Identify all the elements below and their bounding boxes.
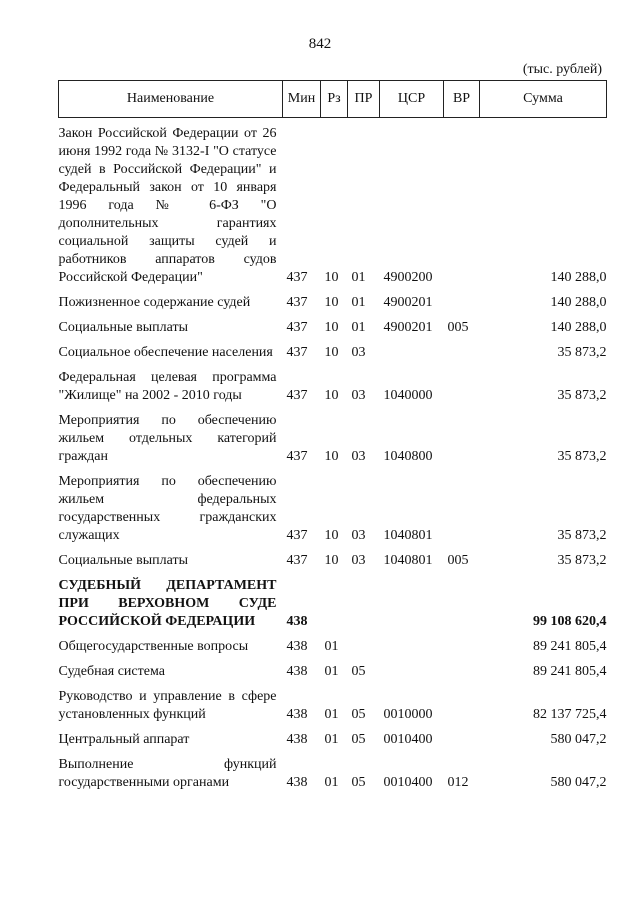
table-row: [59, 473, 607, 545]
cell-sum: 35 873,2: [557, 345, 607, 360]
header-vr: ВР: [444, 81, 480, 118]
row-spacer-cell: [59, 312, 607, 319]
cell-rz: 10: [324, 320, 339, 335]
row-spacer-cell: [59, 570, 607, 577]
cell-pr: [348, 638, 380, 656]
cell-pr: 05: [351, 707, 366, 722]
cell-rz: 01: [324, 639, 339, 654]
table-row: [59, 731, 607, 749]
row-spacer: [59, 405, 607, 412]
cell-rz: 10: [324, 345, 339, 360]
cell-csr: 0010000: [383, 707, 433, 722]
header-sum: Сумма: [480, 81, 607, 118]
cell-rz: 10: [324, 553, 339, 568]
cell-min: 437: [286, 295, 308, 310]
table-row: [59, 412, 607, 466]
row-spacer-cell: [59, 656, 607, 663]
cell-name: Социальное обеспечение населения: [58, 345, 273, 360]
row-spacer-cell: [59, 681, 607, 688]
cell-csr: 1040801: [383, 553, 433, 568]
cell-pr: 05: [351, 775, 366, 790]
units-label: (тыс. рублей): [522, 62, 602, 77]
table-row: [59, 319, 607, 337]
page-number: 842: [308, 36, 332, 52]
cell-csr: [380, 344, 444, 362]
row-spacer-cell: [59, 405, 607, 412]
cell-csr: 4900201: [383, 295, 433, 310]
cell-sum: 35 873,2: [557, 388, 607, 403]
cell-min: 438: [286, 732, 308, 747]
header-row: [59, 81, 607, 118]
cell-vr: 005: [447, 320, 469, 335]
row-spacer-cell: [59, 724, 607, 731]
table-row: [59, 688, 607, 724]
row-spacer-cell: [59, 545, 607, 552]
cell-pr: 01: [351, 320, 366, 335]
cell-vr: [444, 731, 480, 749]
cell-csr: 1040000: [383, 388, 433, 403]
cell-pr: 05: [351, 664, 366, 679]
cell-pr: 03: [351, 553, 366, 568]
header-rz: Рз: [321, 81, 348, 118]
row-spacer: [59, 570, 607, 577]
cell-vr: [444, 369, 480, 405]
cell-name: Мероприятия по обеспечению жильем отдельных категорий граждан: [58, 413, 277, 464]
cell-pr: 03: [351, 528, 366, 543]
cell-vr: [444, 344, 480, 362]
cell-min: 437: [286, 553, 308, 568]
row-spacer-cell: [59, 118, 607, 126]
row-spacer: [59, 681, 607, 688]
table-body: [59, 118, 607, 793]
cell-min: 438: [286, 614, 308, 629]
cell-rz: 01: [324, 775, 339, 790]
row-spacer: [59, 362, 607, 369]
row-spacer: [59, 724, 607, 731]
cell-sum: 35 873,2: [557, 553, 607, 568]
table-row: [59, 577, 607, 631]
cell-min: 438: [286, 664, 308, 679]
table-header: [59, 81, 607, 118]
cell-pr: 05: [351, 732, 366, 747]
cell-sum: 580 047,2: [550, 775, 607, 790]
cell-name: Пожизненное содержание судей: [58, 295, 251, 310]
table-row: [59, 294, 607, 312]
cell-sum: 35 873,2: [557, 449, 607, 464]
cell-vr: [444, 473, 480, 545]
row-spacer: [59, 466, 607, 473]
table-row: [59, 125, 607, 287]
cell-sum: 99 108 620,4: [533, 614, 607, 629]
table-row: [59, 756, 607, 792]
cell-rz: [321, 577, 348, 631]
cell-vr: [444, 412, 480, 466]
table-row: [59, 663, 607, 681]
cell-rz: 10: [324, 388, 339, 403]
cell-csr: 1040801: [383, 528, 433, 543]
table-row: [59, 552, 607, 570]
cell-rz: 10: [324, 449, 339, 464]
cell-csr: 0010400: [383, 732, 433, 747]
cell-vr: [444, 663, 480, 681]
row-spacer-cell: [59, 466, 607, 473]
row-spacer: [59, 631, 607, 638]
cell-vr: [444, 688, 480, 724]
cell-pr: 03: [351, 449, 366, 464]
cell-name: Судебная система: [58, 664, 165, 679]
cell-name: Социальные выплаты: [58, 553, 189, 568]
cell-name: СУДЕБНЫЙ ДЕПАРТАМЕНТ ПРИ ВЕРХОВНОМ СУДЕ РОССИЙСКОЙ ФЕДЕРАЦИИ: [58, 578, 277, 629]
cell-rz: 01: [324, 664, 339, 679]
header-csr: ЦСР: [380, 81, 444, 118]
cell-sum: 35 873,2: [557, 528, 607, 543]
row-spacer: [59, 749, 607, 756]
cell-csr: [380, 663, 444, 681]
cell-csr: 1040800: [383, 449, 433, 464]
cell-vr: 012: [447, 775, 469, 790]
cell-name: Мероприятия по обеспечению жильем федеральных государственных гражданских служащих: [58, 474, 277, 543]
cell-csr: [380, 638, 444, 656]
cell-min: 438: [286, 707, 308, 722]
cell-min: 438: [286, 639, 308, 654]
cell-name: Руководство и управление в сфере установленных функций: [58, 689, 277, 722]
cell-min: 437: [286, 320, 308, 335]
cell-pr: 01: [351, 295, 366, 310]
row-spacer-cell: [59, 337, 607, 344]
cell-rz: 10: [324, 295, 339, 310]
header-name: Наименование: [59, 81, 283, 118]
cell-name: Социальные выплаты: [58, 320, 189, 335]
cell-sum: 82 137 725,4: [533, 707, 607, 722]
cell-name: Центральный аппарат: [58, 732, 190, 747]
cell-name: Федеральная целевая программа "Жилище" на 2002 - 2010 годы: [58, 370, 277, 403]
cell-pr: 01: [351, 270, 366, 285]
budget-table: [58, 80, 607, 792]
row-spacer: [59, 118, 607, 126]
cell-rz: 01: [324, 707, 339, 722]
header-pr: ПР: [348, 81, 380, 118]
table-row: [59, 344, 607, 362]
row-spacer-cell: [59, 287, 607, 294]
cell-min: 437: [286, 388, 308, 403]
cell-csr: 4900200: [383, 270, 433, 285]
row-spacer: [59, 312, 607, 319]
cell-min: 437: [286, 449, 308, 464]
cell-name: Выполнение функций государственными органами: [58, 757, 277, 790]
cell-vr: [444, 294, 480, 312]
cell-sum: 89 241 805,4: [533, 664, 607, 679]
cell-sum: 140 288,0: [550, 320, 607, 335]
table-row: [59, 638, 607, 656]
row-spacer: [59, 656, 607, 663]
cell-vr: 005: [447, 553, 469, 568]
cell-name: Закон Российской Федерации от 26 июня 1992 года № 3132-I "О статусе судей в Российской Федерации" и Федеральный закон от 10 января 1996 года № 6-ФЗ "О дополнительных гарантиях социальной защиты судей и работников аппаратов судов Российской Федерации": [58, 126, 277, 285]
row-spacer: [59, 545, 607, 552]
cell-csr: 0010400: [383, 775, 433, 790]
cell-min: 437: [286, 270, 308, 285]
cell-rz: 10: [324, 528, 339, 543]
row-spacer: [59, 337, 607, 344]
cell-min: 438: [286, 775, 308, 790]
cell-rz: 10: [324, 270, 339, 285]
cell-pr: [348, 577, 380, 631]
cell-sum: 140 288,0: [550, 295, 607, 310]
row-spacer: [59, 287, 607, 294]
cell-name: Общегосударственные вопросы: [58, 639, 249, 654]
cell-vr: [444, 638, 480, 656]
cell-min: 437: [286, 528, 308, 543]
cell-pr: 03: [351, 388, 366, 403]
cell-pr: 03: [351, 345, 366, 360]
cell-csr: [380, 577, 444, 631]
header-min: Мин: [283, 81, 321, 118]
cell-vr: [444, 577, 480, 631]
cell-min: 437: [286, 345, 308, 360]
cell-sum: 580 047,2: [550, 732, 607, 747]
cell-rz: 01: [324, 732, 339, 747]
cell-vr: [444, 125, 480, 287]
cell-csr: 4900201: [383, 320, 433, 335]
cell-sum: 140 288,0: [550, 270, 607, 285]
row-spacer-cell: [59, 362, 607, 369]
table-row: [59, 369, 607, 405]
cell-sum: 89 241 805,4: [533, 639, 607, 654]
row-spacer-cell: [59, 749, 607, 756]
row-spacer-cell: [59, 631, 607, 638]
